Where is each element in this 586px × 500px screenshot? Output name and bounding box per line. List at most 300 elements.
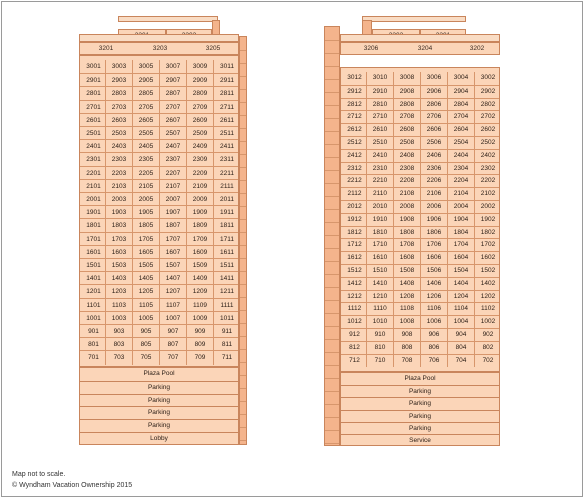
side-floor-line: [325, 118, 339, 119]
unit-cell: 2212: [347, 177, 362, 185]
unit-cell: 1409: [186, 272, 213, 285]
side-floor-line: [240, 245, 246, 246]
unit-cell: 2101: [86, 182, 101, 190]
unit-cell: 1803: [105, 219, 132, 232]
unit-cell: 2204: [447, 175, 474, 188]
unit-cell: 703: [105, 351, 132, 364]
unit-cell: 3006: [420, 72, 447, 85]
unit-cell: 705: [132, 351, 159, 364]
unit-cell: 905: [132, 325, 159, 338]
unit-cell: 2601: [86, 116, 101, 124]
unit-cell: 2210: [366, 175, 393, 188]
right-roof-top: [362, 16, 466, 22]
unit-cell: 3003: [105, 60, 132, 73]
unit-cell: 2007: [159, 193, 186, 206]
unit-cell: 2705: [132, 101, 159, 114]
unit-cell: 2303: [105, 153, 132, 166]
unit-cell: 2102: [474, 188, 501, 201]
side-floor-line: [240, 375, 246, 376]
unit-cell: 1403: [105, 272, 132, 285]
unit-cell: 1507: [159, 259, 186, 272]
lower-level: Parking: [80, 419, 238, 432]
unit-cell: 2804: [447, 99, 474, 112]
unit-cell: 702: [474, 355, 501, 368]
header-unit-label: 3205: [205, 45, 221, 52]
unit-cell: 2905: [132, 74, 159, 87]
floor-row: [341, 251, 499, 264]
unit-cell: 1208: [393, 291, 420, 304]
unit-cell: 2604: [447, 124, 474, 137]
unit-cell: 706: [420, 355, 447, 368]
floor-row: [80, 245, 238, 258]
floor-row: [341, 315, 499, 328]
unit-cell: 3001: [86, 63, 101, 70]
unit-cell: 2108: [393, 188, 420, 201]
unit-cell: 2512: [347, 139, 362, 146]
unit-cell: 710: [366, 355, 393, 368]
unit-cell: 2312: [347, 164, 362, 172]
floor-row: [341, 98, 499, 111]
side-floor-line: [325, 365, 339, 366]
unit-cell: 1512: [347, 267, 362, 274]
unit-cell: 2404: [447, 150, 474, 163]
unit-cell: 3012: [347, 74, 362, 81]
header-unit-label: 3201: [98, 45, 114, 52]
side-floor-line: [325, 196, 339, 197]
unit-cell: 1610: [366, 252, 393, 265]
unit-cell: 2409: [186, 140, 213, 153]
left-lower-levels: [79, 367, 239, 445]
unit-cell: 2910: [366, 86, 393, 99]
unit-cell: 1801: [86, 222, 101, 230]
side-floor-line: [325, 417, 339, 418]
side-floor-line: [325, 222, 339, 223]
unit-cell: 2307: [159, 153, 186, 166]
side-floor-line: [240, 349, 246, 350]
side-floor-line: [240, 232, 246, 233]
floor-row: [80, 126, 238, 139]
unit-cell: 2808: [393, 99, 420, 112]
unit-cell: 2807: [159, 87, 186, 100]
unit-cell: 3011: [213, 60, 240, 73]
unit-cell: 709: [186, 351, 213, 364]
unit-cell: 911: [213, 325, 240, 338]
unit-cell: 2304: [447, 163, 474, 176]
unit-cell: 1908: [393, 214, 420, 227]
side-floor-line: [325, 287, 339, 288]
side-floor-line: [325, 157, 339, 158]
unit-cell: 1802: [474, 227, 501, 240]
unit-cell: 1002: [474, 316, 501, 329]
unit-cell: 2707: [159, 101, 186, 114]
unit-cell: 3007: [159, 60, 186, 73]
left-header-units: [79, 42, 239, 55]
floor-row: [80, 232, 238, 245]
unit-cell: 1902: [474, 214, 501, 227]
lower-level: Parking: [341, 397, 499, 409]
unit-cell: 1601: [86, 248, 101, 256]
side-floor-line: [325, 378, 339, 379]
unit-cell: 903: [105, 325, 132, 338]
side-floor-line: [240, 414, 246, 415]
unit-cell: 909: [186, 325, 213, 338]
unit-cell: 1108: [393, 303, 420, 316]
floor-row: [80, 86, 238, 99]
unit-cell: 2904: [447, 86, 474, 99]
unit-cell: 1004: [447, 316, 474, 329]
unit-cell: 2005: [132, 193, 159, 206]
unit-cell: 1212: [347, 292, 362, 300]
unit-cell: 2402: [474, 150, 501, 163]
unit-cell: 1707: [159, 233, 186, 246]
right-lower-levels: [340, 372, 500, 446]
side-floor-line: [240, 102, 246, 103]
floor-row: [341, 85, 499, 98]
unit-cell: 802: [474, 342, 501, 355]
unit-cell: 1010: [366, 316, 393, 329]
floor-row: [80, 166, 238, 179]
unit-cell: 2509: [186, 127, 213, 140]
unit-cell: 1909: [186, 206, 213, 219]
unit-cell: 2305: [132, 153, 159, 166]
unit-cell: 1003: [105, 312, 132, 325]
unit-cell: 2203: [105, 167, 132, 180]
side-floor-line: [325, 105, 339, 106]
unit-cell: 2610: [366, 124, 393, 137]
unit-cell: 2010: [366, 201, 393, 214]
unit-cell: 1706: [420, 239, 447, 252]
unit-cell: 3008: [393, 72, 420, 85]
unit-cell: 2201: [86, 169, 101, 177]
unit-cell: 906: [420, 329, 447, 342]
floor-row: [341, 174, 499, 187]
unit-cell: 2003: [105, 193, 132, 206]
unit-cell: 2302: [474, 163, 501, 176]
unit-cell: 1112: [347, 305, 362, 313]
unit-cell: 1106: [420, 303, 447, 316]
unit-cell: 810: [366, 342, 393, 355]
side-floor-line: [240, 219, 246, 220]
unit-cell: 1012: [347, 318, 362, 326]
unit-cell: 2310: [366, 163, 393, 176]
unit-cell: 1806: [420, 227, 447, 240]
side-floor-line: [325, 209, 339, 210]
unit-cell: 1102: [474, 303, 501, 316]
unit-cell: 1210: [366, 291, 393, 304]
unit-cell: 2211: [213, 167, 240, 180]
unit-cell: 812: [349, 343, 360, 351]
unit-cell: 2001: [86, 196, 101, 203]
floor-row: [80, 100, 238, 113]
unit-cell: 2609: [186, 114, 213, 127]
lower-level: Parking: [80, 381, 238, 394]
unit-cell: 907: [159, 325, 186, 338]
unit-cell: 1404: [447, 278, 474, 291]
side-floor-line: [325, 274, 339, 275]
side-floor-line: [325, 443, 339, 444]
side-floor-line: [240, 206, 246, 207]
side-floor-line: [325, 391, 339, 392]
unit-cell: 2106: [420, 188, 447, 201]
unit-cell: 1609: [186, 246, 213, 259]
unit-cell: 2306: [420, 163, 447, 176]
unit-cell: 2006: [420, 201, 447, 214]
unit-cell: 1008: [393, 316, 420, 329]
side-floor-line: [325, 313, 339, 314]
side-floor-line: [240, 193, 246, 194]
unit-cell: 1009: [186, 312, 213, 325]
unit-cell: 1604: [447, 252, 474, 265]
unit-cell: 803: [105, 338, 132, 351]
side-floor-line: [240, 297, 246, 298]
unit-cell: 1410: [366, 278, 393, 291]
unit-cell: 1406: [420, 278, 447, 291]
unit-cell: 1606: [420, 252, 447, 265]
unit-cell: 1006: [420, 316, 447, 329]
unit-cell: 2803: [105, 87, 132, 100]
unit-cell: 2505: [132, 127, 159, 140]
unit-cell: 2805: [132, 87, 159, 100]
unit-cell: 1504: [447, 265, 474, 278]
unit-cell: 2907: [159, 74, 186, 87]
floor-row: [341, 123, 499, 136]
unit-cell: 704: [447, 355, 474, 368]
floor-row: [80, 139, 238, 152]
header-unit-label: 3202: [469, 45, 485, 52]
unit-cell: 2504: [447, 137, 474, 150]
unit-cell: 2107: [159, 180, 186, 193]
lower-level: Plaza Pool: [143, 370, 175, 377]
unit-cell: 2701: [86, 103, 101, 111]
unit-cell: 2405: [132, 140, 159, 153]
floor-row: [341, 238, 499, 251]
side-floor-line: [325, 92, 339, 93]
side-floor-line: [325, 66, 339, 67]
unit-cell: 908: [393, 329, 420, 342]
unit-cell: 1709: [186, 233, 213, 246]
left-roof-top: [118, 16, 218, 22]
unit-cell: 2207: [159, 167, 186, 180]
unit-cell: 2502: [474, 137, 501, 150]
unit-cell: 1611: [213, 246, 240, 259]
side-floor-line: [325, 352, 339, 353]
floor-row: [341, 136, 499, 149]
side-floor-line: [325, 53, 339, 54]
unit-cell: 2603: [105, 114, 132, 127]
right-floor-grid: [340, 67, 500, 372]
unit-cell: 3010: [366, 72, 393, 85]
unit-cell: 1607: [159, 246, 186, 259]
unit-cell: 2909: [186, 74, 213, 87]
side-floor-line: [240, 141, 246, 142]
lower-level: Plaza Pool: [404, 375, 436, 382]
unit-cell: 2309: [186, 153, 213, 166]
unit-cell: 708: [393, 355, 420, 368]
unit-cell: 1206: [420, 291, 447, 304]
unit-cell: 2809: [186, 87, 213, 100]
left-header-top: [79, 34, 239, 42]
floor-row: [80, 311, 238, 324]
unit-cell: 1211: [213, 285, 240, 298]
unit-cell: 2608: [393, 124, 420, 137]
unit-cell: 1011: [213, 312, 240, 325]
unit-cell: 1209: [186, 285, 213, 298]
unit-cell: 3005: [132, 60, 159, 73]
side-floor-line: [325, 183, 339, 184]
unit-cell: 807: [159, 338, 186, 351]
unit-cell: 2009: [186, 193, 213, 206]
unit-cell: 1710: [366, 239, 393, 252]
side-floor-line: [240, 310, 246, 311]
unit-cell: 1203: [105, 285, 132, 298]
unit-cell: 1503: [105, 259, 132, 272]
floor-row: [80, 192, 238, 205]
unit-cell: 1812: [347, 228, 362, 236]
unit-cell: 1506: [420, 265, 447, 278]
unit-cell: 2205: [132, 167, 159, 180]
unit-cell: 2806: [420, 99, 447, 112]
unit-cell: 1101: [86, 301, 101, 309]
right-header-top: [340, 34, 500, 42]
unit-cell: 2906: [420, 86, 447, 99]
unit-cell: 1608: [393, 252, 420, 265]
lower-level: Parking: [80, 394, 238, 407]
floor-row: [80, 258, 238, 271]
unit-cell: 1202: [474, 291, 501, 304]
unit-cell: 1511: [213, 259, 240, 272]
unit-cell: 804: [447, 342, 474, 355]
unit-cell: 1508: [393, 265, 420, 278]
unit-cell: 805: [132, 338, 159, 351]
unit-cell: 910: [366, 329, 393, 342]
unit-cell: 3009: [186, 60, 213, 73]
side-floor-line: [240, 167, 246, 168]
unit-cell: 1105: [132, 299, 159, 312]
unit-cell: 2311: [213, 153, 240, 166]
floor-row: [80, 152, 238, 165]
unit-cell: 1501: [86, 262, 101, 269]
unit-cell: 806: [420, 342, 447, 355]
lower-level: Service: [341, 434, 499, 446]
floor-row: [341, 328, 499, 341]
unit-cell: 2109: [186, 180, 213, 193]
unit-cell: 1708: [393, 239, 420, 252]
unit-cell: 2902: [474, 86, 501, 99]
unit-cell: 2202: [474, 175, 501, 188]
unit-cell: 711: [213, 351, 240, 364]
unit-cell: 1805: [132, 219, 159, 232]
side-floor-line: [325, 261, 339, 262]
unit-cell: 1910: [366, 214, 393, 227]
side-floor-line: [240, 362, 246, 363]
unit-cell: 2602: [474, 124, 501, 137]
side-floor-line: [240, 388, 246, 389]
left-floor-grid: [79, 55, 239, 367]
unit-cell: 2612: [347, 126, 362, 134]
unit-cell: 2501: [86, 130, 101, 137]
unit-cell: 2403: [105, 140, 132, 153]
side-floor-line: [325, 300, 339, 301]
unit-cell: 1704: [447, 239, 474, 252]
unit-cell: 712: [349, 356, 360, 364]
lower-level: Lobby: [80, 432, 238, 445]
side-floor-line: [240, 271, 246, 272]
unit-cell: 1605: [132, 246, 159, 259]
side-floor-line: [325, 144, 339, 145]
unit-cell: 1901: [86, 209, 101, 217]
unit-cell: 809: [186, 338, 213, 351]
unit-cell: 1912: [347, 215, 362, 223]
floor-row: [341, 200, 499, 213]
lower-level: Parking: [80, 406, 238, 419]
unit-cell: 1804: [447, 227, 474, 240]
unit-cell: 2611: [213, 114, 240, 127]
unit-cell: 2105: [132, 180, 159, 193]
side-floor-line: [325, 404, 339, 405]
unit-cell: 1005: [132, 312, 159, 325]
side-floor-line: [240, 76, 246, 77]
unit-cell: 2706: [420, 111, 447, 124]
floor-row: [341, 110, 499, 123]
unit-cell: 1810: [366, 227, 393, 240]
side-floor-line: [240, 336, 246, 337]
unit-cell: 1602: [474, 252, 501, 265]
unit-cell: 2912: [347, 87, 362, 95]
unit-cell: 1402: [474, 278, 501, 291]
side-floor-line: [240, 50, 246, 51]
unit-cell: 902: [474, 329, 501, 342]
unit-cell: 1111: [213, 299, 240, 312]
side-floor-line: [240, 284, 246, 285]
side-floor-line: [240, 427, 246, 428]
side-floor-line: [325, 235, 339, 236]
unit-cell: 2710: [366, 111, 393, 124]
floor-row: [341, 226, 499, 239]
floor-row: [80, 271, 238, 284]
unit-cell: 801: [88, 341, 99, 349]
unit-cell: 2812: [347, 100, 362, 108]
unit-cell: 2002: [474, 201, 501, 214]
floor-row: [341, 302, 499, 315]
unit-cell: 901: [88, 328, 99, 335]
unit-cell: 2606: [420, 124, 447, 137]
floor-row: [80, 60, 238, 73]
unit-cell: 2711: [213, 101, 240, 114]
unit-cell: 1407: [159, 272, 186, 285]
unit-cell: 1510: [366, 265, 393, 278]
scale-note: Map not to scale.: [12, 471, 66, 478]
floor-row: [341, 277, 499, 290]
floor-row: [80, 205, 238, 218]
unit-cell: 2811: [213, 87, 240, 100]
unit-cell: 2407: [159, 140, 186, 153]
floor-row: [341, 187, 499, 200]
unit-cell: 1705: [132, 233, 159, 246]
unit-cell: 2012: [347, 203, 362, 210]
unit-cell: 2410: [366, 150, 393, 163]
side-floor-line: [325, 339, 339, 340]
side-floor-line: [240, 323, 246, 324]
unit-cell: 2703: [105, 101, 132, 114]
floor-row: [341, 341, 499, 354]
unit-cell: 2301: [86, 156, 101, 164]
unit-cell: 701: [88, 354, 99, 362]
unit-cell: 2903: [105, 74, 132, 87]
unit-cell: 2802: [474, 99, 501, 112]
unit-cell: 1412: [347, 279, 362, 287]
unit-cell: 2103: [105, 180, 132, 193]
unit-cell: 1905: [132, 206, 159, 219]
